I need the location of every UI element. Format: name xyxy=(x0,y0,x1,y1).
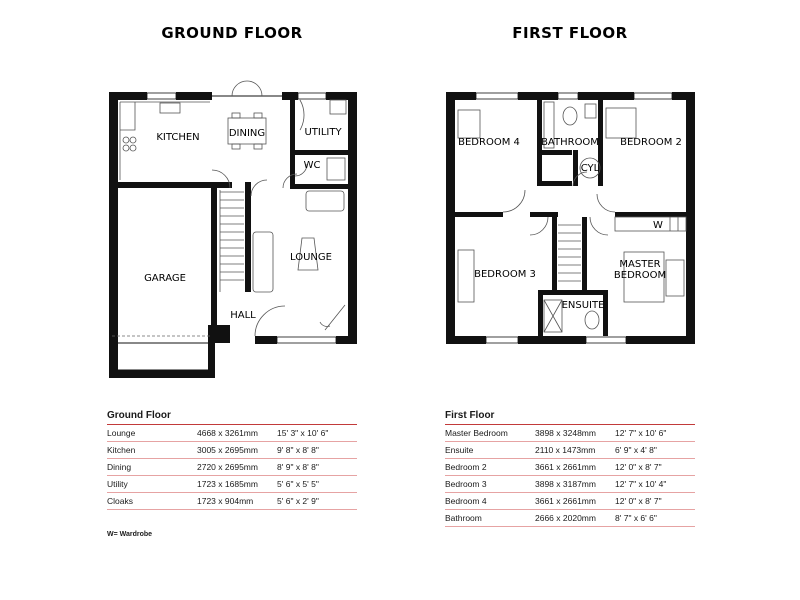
ff-label-bedroom2: BEDROOM 2 xyxy=(620,137,682,148)
table-row xyxy=(107,476,357,493)
ground-table-body xyxy=(107,425,357,510)
gf-label-garage: GARAGE xyxy=(144,273,186,284)
ff-bed2-bed xyxy=(606,108,636,138)
ff-wall-bed2-bottom xyxy=(615,212,686,217)
imperial-size: 12' 7" x 10' 6" xyxy=(615,428,667,438)
ff-door-bed2 xyxy=(597,194,615,212)
table-row xyxy=(107,459,357,476)
gf-wall-stair xyxy=(245,182,251,292)
ff-wardrobe xyxy=(615,217,686,231)
ff-wall-top-1 xyxy=(446,92,476,100)
gf-wall-bottom-2 xyxy=(336,336,356,344)
first-table-heading: First Floor xyxy=(445,410,695,425)
gf-wall-bottom-1 xyxy=(255,336,277,344)
room-name: Kitchen xyxy=(107,445,136,455)
ff-label-bedroom4: BEDROOM 4 xyxy=(458,137,520,148)
room-name: Bedroom 3 xyxy=(445,479,487,489)
gf-label-utility: UTILITY xyxy=(304,127,342,138)
gf-lounge-sofa xyxy=(253,232,273,292)
gf-stairs xyxy=(220,190,244,292)
gf-wall-top-2 xyxy=(176,92,212,100)
ff-wall-bottom-3 xyxy=(626,336,695,344)
imperial-size: 8' 9" x 8' 8" xyxy=(277,462,319,472)
gf-label-kitchen: KITCHEN xyxy=(156,132,200,143)
table-row xyxy=(107,442,357,459)
gf-wall-hall-corner xyxy=(208,325,230,343)
room-name: Bathroom xyxy=(445,513,482,523)
metric-size: 3661 x 2661mm xyxy=(535,462,596,472)
ff-wall-top-3 xyxy=(578,92,634,100)
ff-wall-right xyxy=(686,92,695,344)
imperial-size: 5' 6" x 2' 9" xyxy=(277,496,319,506)
imperial-size: 12' 0" x 8' 7" xyxy=(615,462,662,472)
imperial-size: 9' 8" x 8' 8" xyxy=(277,445,319,455)
ff-bath-toilet xyxy=(563,107,577,125)
gf-lounge-lamp xyxy=(320,305,345,330)
ff-window-bathroom xyxy=(558,93,578,99)
table-row xyxy=(445,476,695,493)
imperial-size: 6' 9" x 4' 8" xyxy=(615,445,657,455)
gf-window-lounge xyxy=(277,337,336,343)
gf-wall-wc-top xyxy=(290,150,348,155)
table-row xyxy=(445,510,695,527)
ff-door-bed4 xyxy=(503,190,525,212)
metric-size: 3661 x 2661mm xyxy=(535,496,596,506)
gf-wall-garage-hall xyxy=(211,182,217,326)
ground-floor-title: GROUND FLOOR xyxy=(161,24,303,42)
ff-wall-stair-right xyxy=(582,217,587,295)
gf-wall-left xyxy=(109,92,118,376)
room-name: Master Bedroom xyxy=(445,428,508,438)
gf-label-dining: DINING xyxy=(228,128,266,139)
ff-label-master-1: MASTER xyxy=(619,259,661,270)
gf-label-wc: WC xyxy=(303,160,321,171)
ff-wall-ensuite-top xyxy=(538,290,608,295)
metric-size: 3898 x 3248mm xyxy=(535,428,596,438)
imperial-size: 12' 0" x 8' 7" xyxy=(615,496,662,506)
table-row xyxy=(107,425,357,442)
ff-wall-bottom-1 xyxy=(446,336,486,344)
gf-lounge-armchair xyxy=(306,191,344,211)
ff-ensuite-toilet xyxy=(585,311,599,329)
ff-door-master xyxy=(590,217,608,235)
metric-size: 2720 x 2695mm xyxy=(197,462,258,472)
room-name: Cloaks xyxy=(107,496,133,506)
gf-door-front xyxy=(255,306,285,336)
ff-window-ensuite xyxy=(586,337,626,343)
gf-window-utility xyxy=(298,93,326,99)
gf-window-kitchen xyxy=(147,93,176,99)
ff-wall-ensuite-left xyxy=(538,290,543,336)
ff-window-bedroom4 xyxy=(476,93,518,99)
ff-label-cyl: CYL xyxy=(580,163,600,174)
ff-label-ensuite: ENSUITE xyxy=(561,300,605,311)
ff-label-master-2: BEDROOM xyxy=(613,270,667,281)
ff-label-wardrobe: W xyxy=(653,220,663,231)
table-row xyxy=(445,459,695,476)
first-floor-title: FIRST FLOOR xyxy=(512,24,628,42)
table-row xyxy=(445,442,695,459)
gf-door-lounge xyxy=(251,180,267,196)
gf-wall-lounge-top xyxy=(290,184,348,189)
gf-wall-top-3 xyxy=(282,92,298,100)
imperial-size: 5' 6" x 5' 5" xyxy=(277,479,319,489)
table-row xyxy=(445,425,695,442)
room-name: Bedroom 4 xyxy=(445,496,487,506)
metric-size: 1723 x 904mm xyxy=(197,496,254,506)
gf-label-lounge: LOUNGE xyxy=(290,252,332,263)
gf-wc-toilet xyxy=(327,158,345,180)
room-name: Bedroom 2 xyxy=(445,462,487,472)
first-floor-plan xyxy=(446,92,695,344)
room-name: Lounge xyxy=(107,428,136,438)
gf-kitchen-sink xyxy=(160,103,180,113)
ff-wall-ensuite-right xyxy=(603,290,608,336)
gf-wall-garage-bottom xyxy=(109,370,215,378)
room-name: Ensuite xyxy=(445,445,474,455)
gf-label-hall: HALL xyxy=(230,310,256,321)
ff-label-bedroom3: BEDROOM 3 xyxy=(474,269,536,280)
first-floor-table xyxy=(445,410,695,527)
table-row xyxy=(107,493,357,510)
imperial-size: 15' 3" x 10' 6" xyxy=(277,428,329,438)
gf-wall-top-1 xyxy=(109,92,147,100)
imperial-size: 12' 7" x 10' 4" xyxy=(615,479,667,489)
ff-door-bed3 xyxy=(530,217,548,235)
metric-size: 2666 x 2020mm xyxy=(535,513,596,523)
ground-floor-plan xyxy=(109,81,357,378)
ff-bed4-bed xyxy=(458,110,480,138)
ff-window-bedroom3 xyxy=(486,337,518,343)
ff-bath-basin xyxy=(585,104,596,118)
gf-wall-right xyxy=(348,92,357,344)
gf-patio-doors xyxy=(232,81,262,96)
ff-wall-top-2 xyxy=(518,92,558,100)
imperial-size: 8' 7" x 6' 6" xyxy=(615,513,657,523)
ground-table-heading: Ground Floor xyxy=(107,410,357,425)
ff-bed3-bed xyxy=(458,250,474,302)
table-row xyxy=(445,493,695,510)
ff-wall-bath-bottom xyxy=(542,150,572,155)
metric-size: 3005 x 2695mm xyxy=(197,445,258,455)
ff-label-bathroom: BATHROOM xyxy=(541,137,599,148)
first-table-body xyxy=(445,425,695,527)
ff-wall-bed4-bottom-2 xyxy=(530,212,558,217)
ground-floor-table xyxy=(107,410,357,510)
ff-wall-stair-left xyxy=(552,217,557,295)
wardrobe-legend: W= Wardrobe xyxy=(107,531,153,538)
ff-stairs xyxy=(558,225,581,281)
ff-wall-bottom-2 xyxy=(518,336,586,344)
ff-window-bedroom2 xyxy=(634,93,672,99)
metric-size: 2110 x 1473mm xyxy=(535,445,596,455)
gf-wall-kitchen-garage xyxy=(118,182,218,188)
metric-size: 3898 x 3187mm xyxy=(535,479,596,489)
room-name: Utility xyxy=(107,479,128,489)
metric-size: 1723 x 1685mm xyxy=(197,479,258,489)
ff-wall-bath-bottom-2 xyxy=(542,181,572,186)
ff-wall-bed4-bottom xyxy=(455,212,503,217)
gf-utility-appliance xyxy=(330,100,346,114)
metric-size: 4668 x 3261mm xyxy=(197,428,258,438)
room-name: Dining xyxy=(107,462,132,472)
ff-wall-left xyxy=(446,92,455,344)
